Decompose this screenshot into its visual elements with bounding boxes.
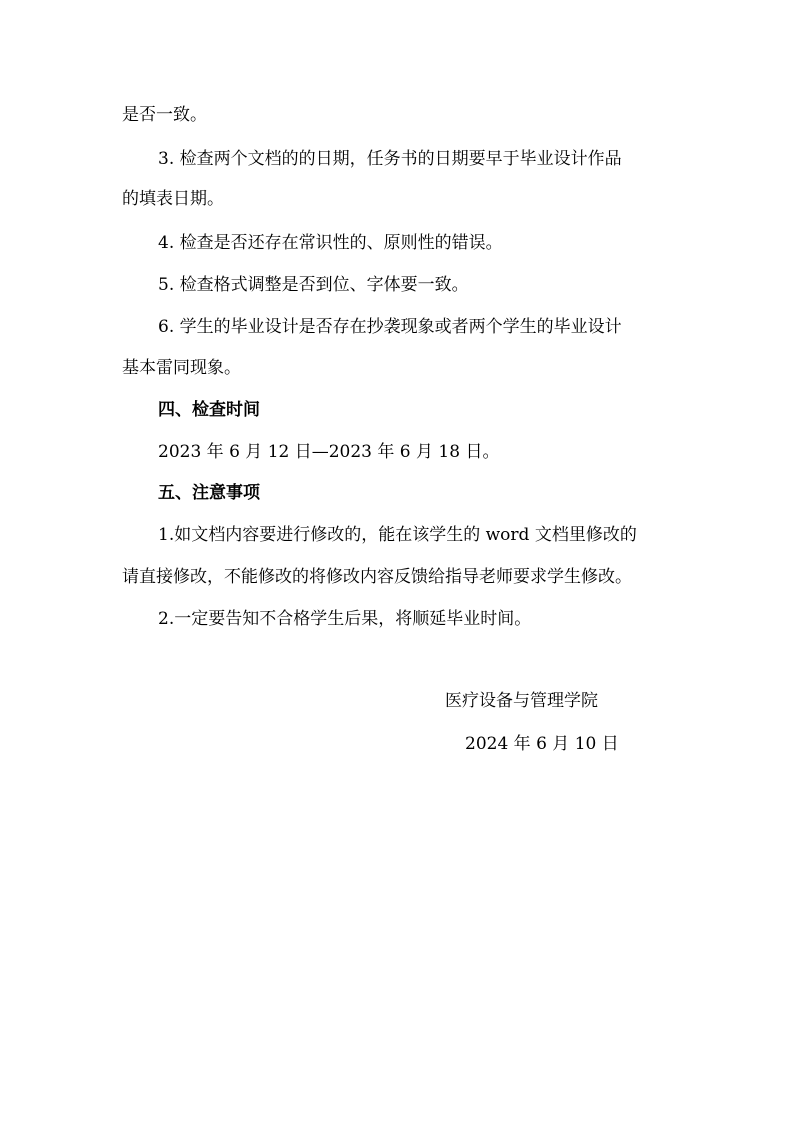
signature-date: 2024 年 6 月 10 日 — [465, 734, 619, 754]
text-line: 4. 检查是否还存在常识性的、原则性的错误。 — [158, 233, 503, 253]
section-text: 1.如文档内容要进行修改的，能在该学生的 word 文档里修改的 — [158, 525, 637, 545]
signature-org: 医疗设备与管理学院 — [445, 691, 598, 711]
text-line: 基本雷同现象。 — [122, 358, 241, 378]
text-line: 6. 学生的毕业设计是否存在抄袭现象或者两个学生的毕业设计 — [158, 317, 622, 337]
text-line: 是否一致。 — [122, 105, 207, 125]
section-text: 2.一定要告知不合格学生后果，将顺延毕业时间。 — [158, 609, 532, 629]
section-heading: 五、注意事项 — [158, 483, 260, 503]
section-heading: 四、检查时间 — [158, 400, 260, 420]
text-line: 3. 检查两个文档的的日期，任务书的日期要早于毕业设计作品 — [158, 149, 622, 169]
section-text: 请直接修改，不能修改的将修改内容反馈给指导老师要求学生修改。 — [122, 567, 632, 587]
section-text: 2023 年 6 月 12 日—2023 年 6 月 18 日。 — [158, 442, 500, 462]
text-line: 的填表日期。 — [122, 189, 224, 209]
text-line: 5. 检查格式调整是否到位、字体要一致。 — [158, 275, 469, 295]
